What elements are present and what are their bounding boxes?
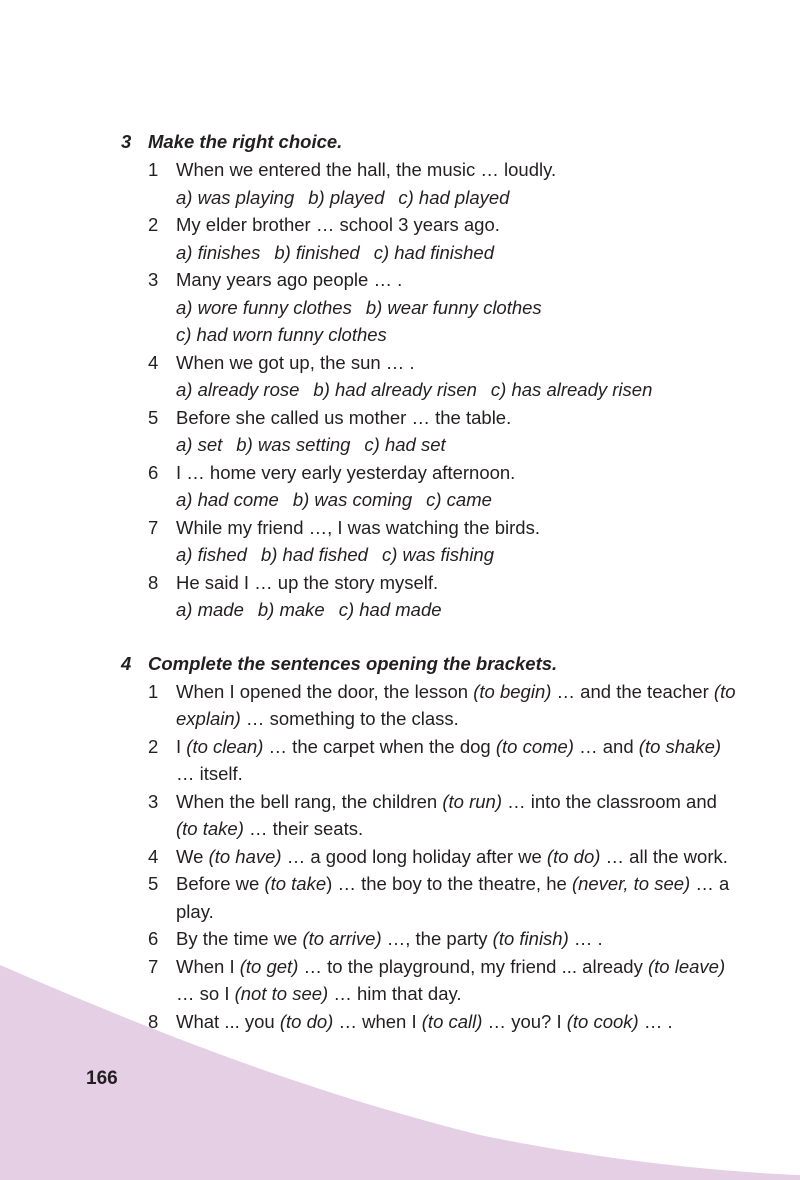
sentence-fragment: When the bell rang, the children bbox=[176, 790, 443, 812]
answer-option: b) finished bbox=[274, 241, 360, 263]
bracket-verb: (to leave) bbox=[647, 955, 726, 977]
bracket-verb: (to do) bbox=[279, 1010, 334, 1032]
answer-options bbox=[176, 294, 736, 322]
answer-option: c) had played bbox=[398, 186, 510, 208]
item-number: 1 bbox=[148, 159, 159, 180]
exercise-3-heading bbox=[121, 128, 800, 156]
question-text: When we got up, the sun … . bbox=[176, 351, 415, 373]
question-item bbox=[148, 266, 736, 349]
bracket-verb: (to explain) bbox=[176, 680, 736, 729]
item-number: 7 bbox=[148, 516, 159, 538]
answer-options bbox=[176, 184, 736, 212]
question-text: Many years ago people … . bbox=[176, 269, 403, 290]
answer-options bbox=[176, 376, 736, 404]
item-number: 8 bbox=[148, 571, 159, 593]
bracket-verb: (to have) bbox=[208, 845, 282, 867]
bracket-verb: (to take bbox=[264, 873, 327, 894]
sentence-fragment: Before we bbox=[176, 873, 265, 894]
sentence-item bbox=[148, 678, 736, 733]
question-item bbox=[148, 569, 736, 624]
bracket-verb: (to shake) bbox=[638, 735, 722, 757]
question-item bbox=[148, 156, 736, 211]
sentence-fragment: By the time we bbox=[176, 928, 303, 949]
answer-option: c) had worn funny clothes bbox=[176, 324, 387, 345]
answer-option: b) was coming bbox=[292, 489, 413, 510]
answer-option: b) had already risen bbox=[313, 379, 477, 400]
question-item bbox=[148, 349, 736, 404]
sentence-fragment: … all the work. bbox=[600, 845, 728, 867]
sentence-fragment: … you? I bbox=[482, 1010, 567, 1032]
item-number: 2 bbox=[148, 735, 159, 757]
answer-option: a) made bbox=[176, 599, 244, 620]
sentence-fragment: … their seats. bbox=[243, 818, 364, 839]
bracket-verb: (to come) bbox=[495, 735, 574, 757]
answer-option: b) make bbox=[257, 599, 325, 620]
answer-option: a) wore funny clothes bbox=[176, 296, 352, 318]
exercise-3-items bbox=[0, 156, 800, 624]
answer-option: a) already rose bbox=[176, 379, 300, 400]
sentence-text bbox=[176, 681, 736, 730]
sentence-fragment: … the carpet when the dog bbox=[263, 735, 496, 757]
page-number: 166 bbox=[86, 1068, 118, 1089]
sentence-item bbox=[148, 788, 736, 843]
answer-option: a) was playing bbox=[176, 186, 295, 208]
sentence-text bbox=[176, 1011, 673, 1032]
answer-options bbox=[176, 321, 736, 349]
bracket-verb: (not to see) bbox=[234, 983, 329, 1004]
answer-options bbox=[176, 239, 736, 267]
sentence-fragment: I bbox=[176, 735, 187, 757]
sentence-item bbox=[148, 733, 736, 788]
item-number: 1 bbox=[148, 680, 159, 702]
answer-option: a) fished bbox=[176, 544, 247, 565]
question-text: He said I … up the story myself. bbox=[176, 571, 439, 593]
item-number: 4 bbox=[148, 845, 159, 867]
bracket-verb: (to take) bbox=[176, 818, 244, 839]
sentence-fragment: … . bbox=[638, 1010, 673, 1032]
sentence-fragment: … something to the class. bbox=[240, 708, 459, 729]
answer-options bbox=[176, 596, 736, 624]
answer-option: c) has already risen bbox=[490, 379, 653, 400]
answer-options bbox=[176, 541, 736, 569]
answer-option: b) wear funny clothes bbox=[365, 296, 542, 318]
sentence-fragment: When I opened the door, the lesson bbox=[176, 680, 474, 702]
exercise-title: Complete the sentences opening the brackets. bbox=[148, 652, 558, 674]
answer-options bbox=[176, 431, 736, 459]
sentence-text bbox=[176, 956, 725, 1005]
exercise-title: Make the right choice. bbox=[148, 131, 343, 152]
item-number: 8 bbox=[148, 1010, 159, 1032]
answer-option: b) played bbox=[308, 186, 385, 208]
item-number: 6 bbox=[148, 928, 159, 949]
answer-option: c) came bbox=[426, 489, 492, 510]
answer-option: a) finishes bbox=[176, 241, 261, 263]
item-number: 3 bbox=[148, 790, 159, 812]
bracket-verb: (to clean) bbox=[186, 735, 264, 757]
item-number: 7 bbox=[148, 955, 159, 977]
bracket-verb: (to call) bbox=[421, 1010, 483, 1032]
answer-option: b) had fished bbox=[260, 544, 368, 565]
item-number: 3 bbox=[148, 269, 159, 290]
sentence-fragment: … when I bbox=[333, 1010, 422, 1032]
sentence-fragment: … into the classroom and bbox=[502, 790, 717, 812]
sentence-fragment: … him that day. bbox=[328, 983, 462, 1004]
sentence-item bbox=[148, 925, 736, 953]
question-item bbox=[148, 404, 736, 459]
sentence-fragment: ) … the boy to the theatre, he bbox=[326, 873, 572, 894]
sentence-fragment: … . bbox=[568, 928, 603, 949]
sentence-fragment: … itself. bbox=[176, 763, 243, 784]
sentence-fragment: … a play. bbox=[176, 873, 730, 922]
sentence-item bbox=[148, 843, 736, 871]
answer-option: c) had finished bbox=[373, 241, 495, 263]
answer-option: c) had set bbox=[364, 434, 446, 455]
sentence-text bbox=[176, 873, 729, 922]
sentence-fragment: We bbox=[176, 845, 209, 867]
sentence-item bbox=[148, 953, 736, 1008]
exercise-number: 3 bbox=[121, 131, 132, 152]
bracket-verb: (to begin) bbox=[473, 680, 552, 702]
sentence-item bbox=[148, 1008, 736, 1036]
bracket-verb: (to arrive) bbox=[302, 928, 382, 949]
item-number: 5 bbox=[148, 406, 159, 428]
question-item bbox=[148, 459, 736, 514]
sentence-fragment: … a good long holiday after we bbox=[281, 845, 547, 867]
sentence-fragment: … and bbox=[573, 735, 639, 757]
question-text: While my friend …, I was watching the birds. bbox=[176, 516, 540, 538]
sentence-fragment: …, the party bbox=[381, 928, 493, 949]
answer-option: c) had made bbox=[338, 599, 442, 620]
question-item bbox=[148, 211, 736, 266]
sentence-fragment: … so I bbox=[176, 983, 235, 1004]
question-text: I … home very early yesterday afternoon. bbox=[176, 461, 516, 483]
answer-option: b) was setting bbox=[236, 434, 351, 455]
bracket-verb: (to do) bbox=[546, 845, 601, 867]
sentence-fragment: … and the teacher bbox=[551, 680, 714, 702]
item-number: 5 bbox=[148, 873, 159, 894]
bracket-verb: (never, to see) bbox=[571, 873, 691, 894]
question-text: When we entered the hall, the music … loudly. bbox=[176, 159, 557, 180]
sentence-text bbox=[176, 846, 728, 867]
answer-option: a) set bbox=[176, 434, 223, 455]
exercise-number: 4 bbox=[121, 652, 132, 674]
sentence-text bbox=[176, 928, 603, 949]
bracket-verb: (to get) bbox=[239, 955, 299, 977]
answer-option: c) was fishing bbox=[381, 544, 495, 565]
bracket-verb: (to finish) bbox=[492, 928, 569, 949]
sentence-text bbox=[176, 791, 717, 840]
page-content bbox=[0, 128, 800, 1035]
question-item bbox=[148, 514, 736, 569]
bracket-verb: (to run) bbox=[442, 790, 502, 812]
answer-options bbox=[176, 486, 736, 514]
item-number: 6 bbox=[148, 461, 159, 483]
exercise-4-items bbox=[0, 678, 800, 1036]
sentence-text bbox=[176, 736, 721, 785]
question-text: Before she called us mother … the table. bbox=[176, 406, 512, 428]
answer-option: a) had come bbox=[176, 489, 279, 510]
sentence-fragment: When I bbox=[176, 955, 240, 977]
exercise-4-heading bbox=[121, 650, 800, 678]
sentence-fragment: What ... you bbox=[176, 1010, 280, 1032]
sentence-fragment: … to the playground, my friend ... already bbox=[298, 955, 648, 977]
item-number: 2 bbox=[148, 214, 159, 235]
bracket-verb: (to cook) bbox=[566, 1010, 639, 1032]
question-text: My elder brother … school 3 years ago. bbox=[176, 214, 500, 235]
item-number: 4 bbox=[148, 351, 159, 373]
sentence-item bbox=[148, 870, 736, 925]
